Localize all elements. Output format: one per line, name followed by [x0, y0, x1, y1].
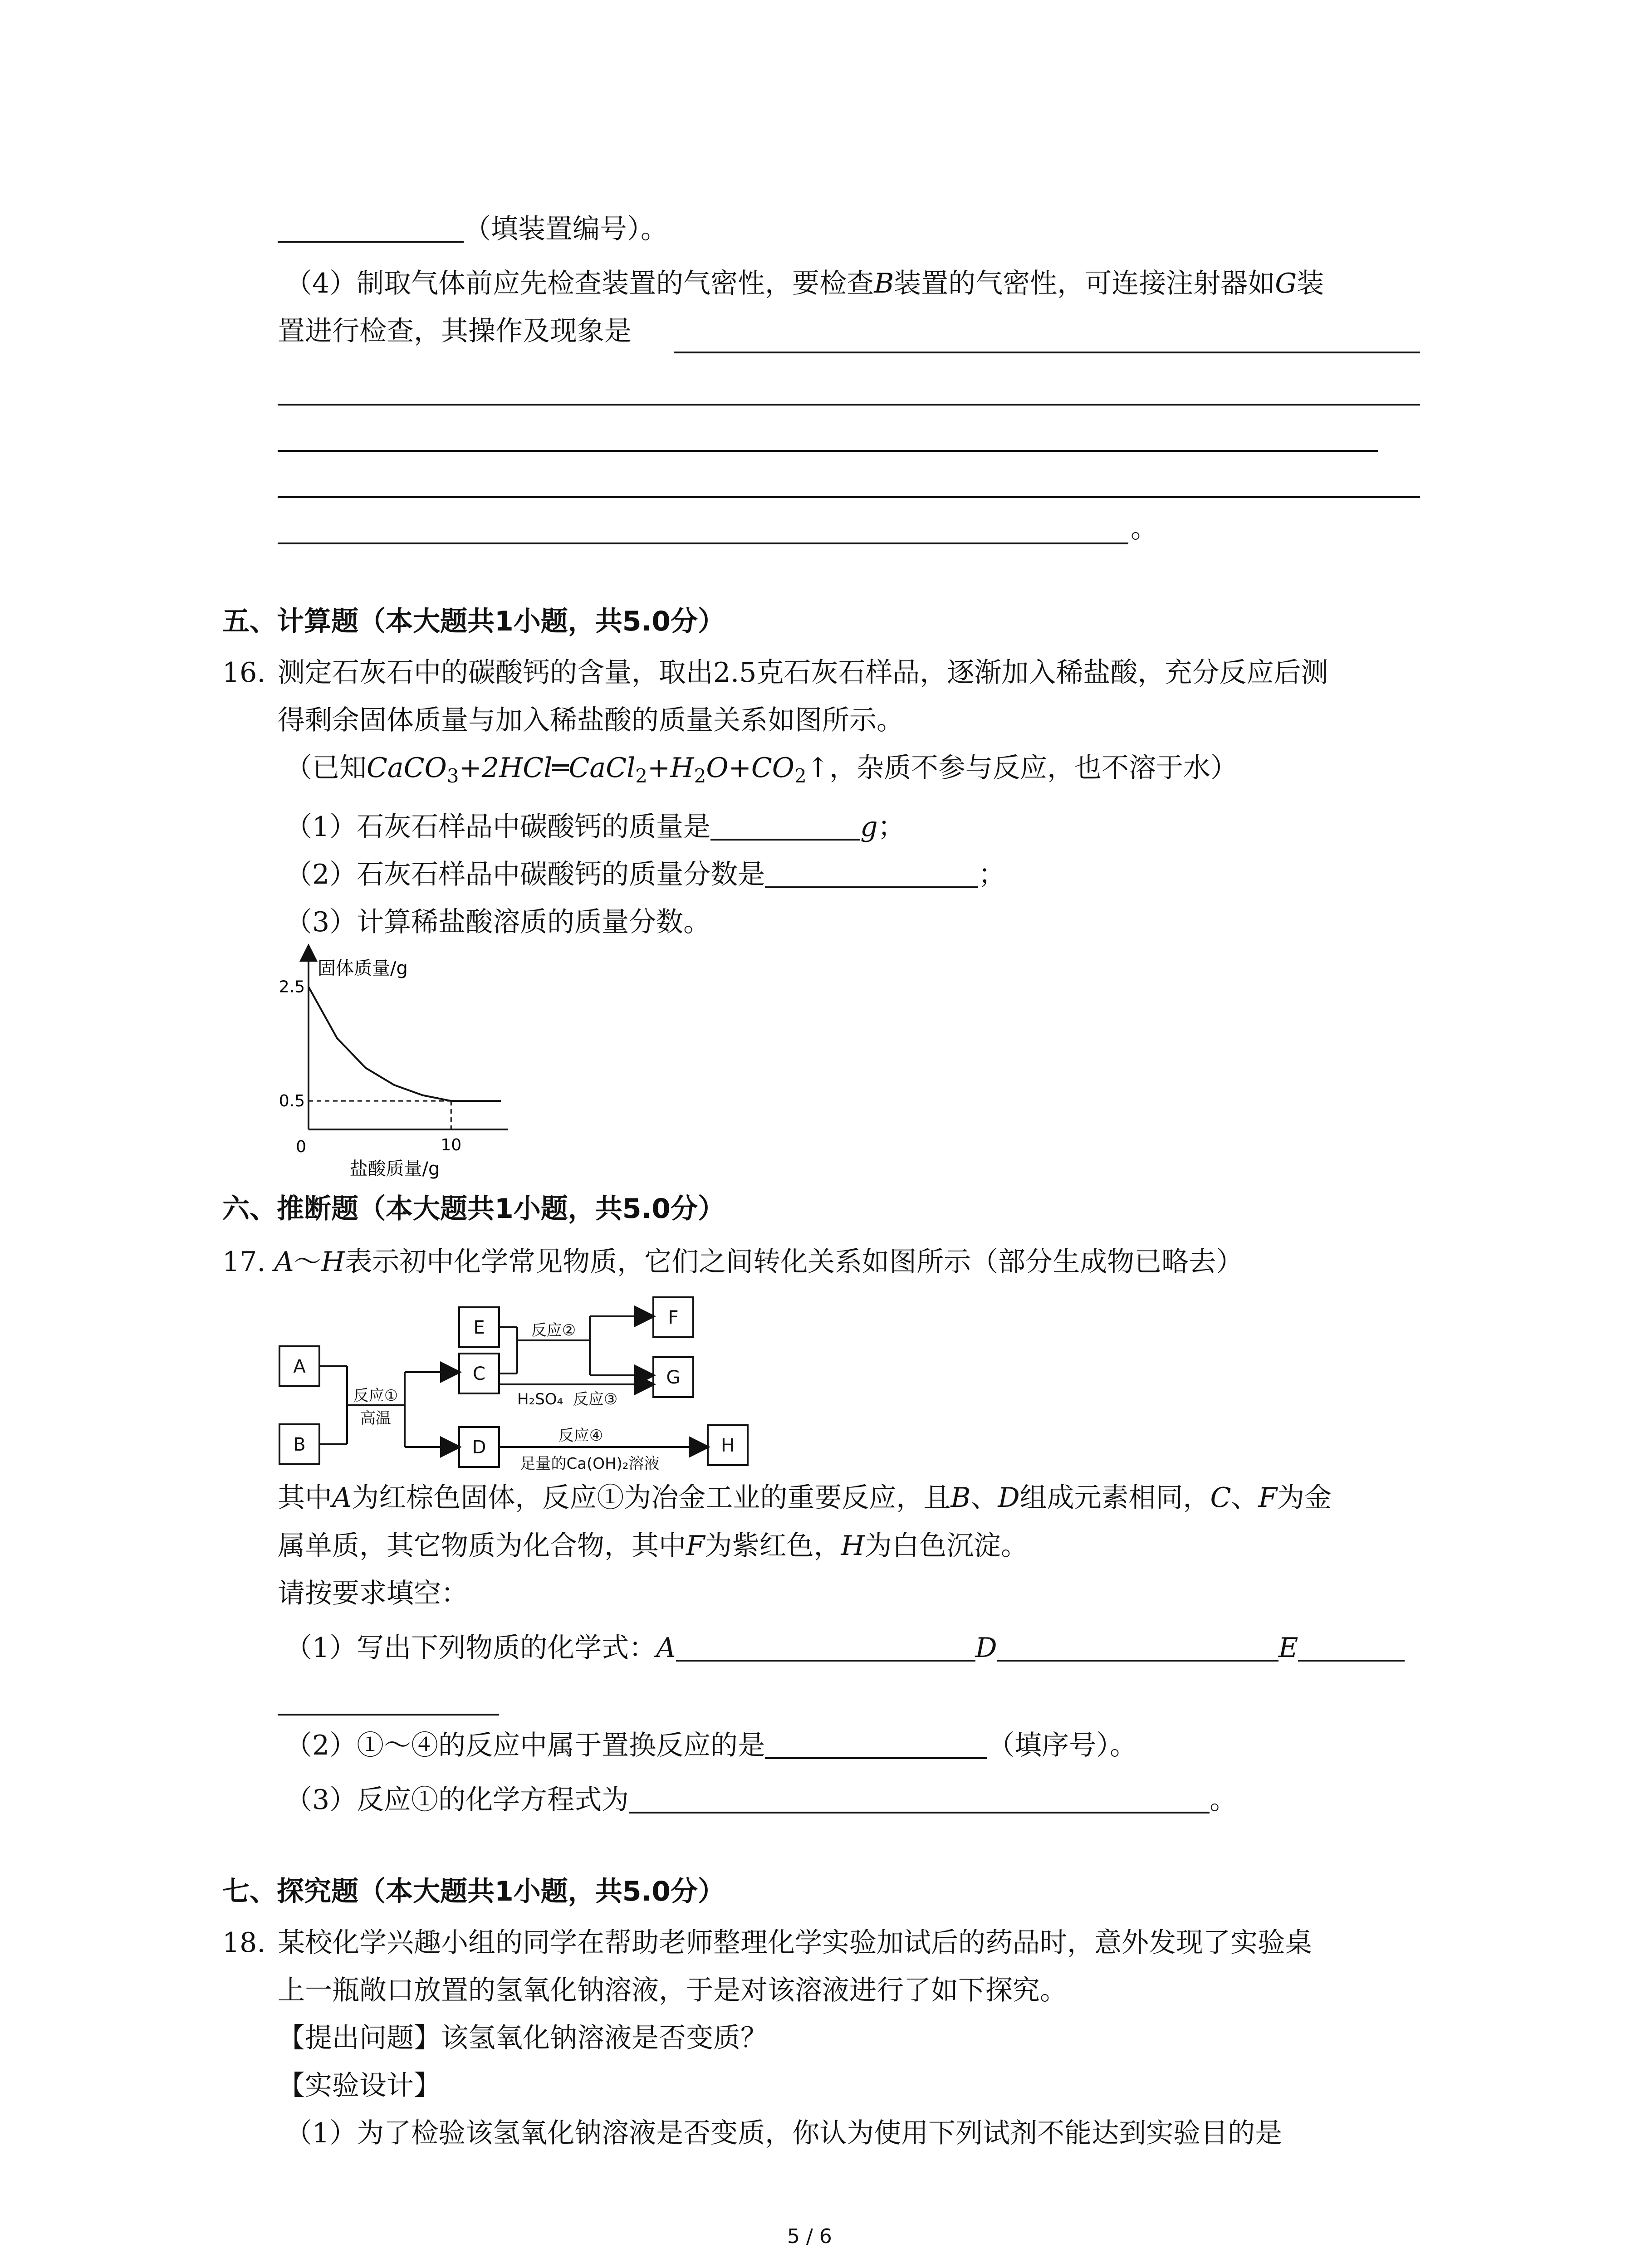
- q17-part3: （3）反应①的化学方程式为 。: [285, 1784, 1237, 1816]
- label-E: E: [473, 1317, 485, 1338]
- q18-part1: （1）为了检验该氢氧化钠溶液是否变质，你认为使用下列试剂不能达到实验目的是: [285, 2117, 1283, 2149]
- label-G: G: [666, 1367, 681, 1388]
- q17-fill-prompt: 请按要求填空：: [278, 1578, 468, 1609]
- known-equation: （已知$CaCO_3+2HCl═CaCl_2+H_2O+CO_2↑$，杂质不参与反应，也不溶于水）: [285, 752, 1238, 787]
- q17-part1: （1）写出下列物质的化学式：A D E: [285, 1630, 1405, 1666]
- question-text: 得剩余固体质量与加入稀盐酸的质量关系如图所示。: [278, 704, 904, 736]
- question-number: 18.: [222, 1927, 266, 1959]
- answer-blank[interactable]: [629, 1784, 1210, 1813]
- page-number: 5 / 6: [787, 2225, 832, 2248]
- label-H: H: [720, 1435, 735, 1456]
- answer-rule[interactable]: [278, 496, 1420, 498]
- answer-blank[interactable]: [997, 1633, 1279, 1662]
- reaction-1-label: 反应①: [353, 1387, 398, 1405]
- y-tick-label: 2.5: [279, 978, 305, 997]
- section-heading: 七、探究题（本大题共1小题，共5.0分）: [222, 1876, 725, 1907]
- question-number: 16.: [222, 657, 266, 689]
- question-text: 某校化学兴趣小组的同学在帮助老师整理化学实验加试后的药品时，意外发现了实验桌: [278, 1927, 1312, 1959]
- answer-rule[interactable]: [278, 450, 1378, 452]
- label-F: F: [668, 1307, 679, 1328]
- answer-blank[interactable]: [676, 1633, 975, 1662]
- y-axis-label: 固体质量/g: [318, 958, 408, 979]
- answer-blank[interactable]: [765, 859, 978, 888]
- q17-stem: 17. A～H表示初中化学常见物质，它们之间转化关系如图所示（部分生成物已略去）: [222, 1246, 1244, 1278]
- question-text: 上一瓶敞口放置的氢氧化钠溶液，于是对该溶液进行了如下探究。: [278, 1975, 1067, 2006]
- mass-chart: [254, 943, 535, 1179]
- label-B: B: [293, 1434, 306, 1455]
- q17-part2: （2）①～④的反应中属于置换反应的是 （填序号）。: [285, 1730, 1137, 1761]
- x-axis-label: 盐酸质量/g: [349, 1158, 440, 1179]
- reaction-2-label: 反应②: [531, 1321, 576, 1339]
- answer-blank[interactable]: [765, 1730, 987, 1759]
- reaction-4-label: 反应④: [558, 1427, 603, 1445]
- reaction-3-reagent: H₂SO₄: [517, 1390, 563, 1408]
- label-D: D: [472, 1437, 486, 1458]
- answer-blank[interactable]: [710, 811, 860, 841]
- q18-question: 【提出问题】该氢氧化钠溶液是否变质？: [278, 2022, 768, 2054]
- answer-blank[interactable]: [1298, 1633, 1405, 1662]
- answer-rule[interactable]: [674, 352, 1420, 353]
- question-text: 测定石灰石中的碳酸钙的含量，取出2.5克石灰石样品，逐渐加入稀盐酸，充分反应后测: [278, 657, 1328, 689]
- section-heading: 五、计算题（本大题共1小题，共5.0分）: [222, 606, 725, 637]
- origin-label: 0: [296, 1138, 306, 1156]
- series-line: [309, 987, 501, 1101]
- q18-design: 【实验设计】: [278, 2070, 441, 2102]
- x-tick-label: 10: [441, 1136, 462, 1154]
- section-heading: 六、推断题（本大题共1小题，共5.0分）: [222, 1193, 725, 1225]
- answer-rule[interactable]: [278, 543, 1128, 544]
- reaction-diagram: [272, 1288, 808, 1488]
- reaction-3-label: 反应③: [573, 1390, 618, 1408]
- fill-line-device: （填装置编号）。: [278, 211, 668, 247]
- q16-part2: （2）石灰石样品中碳酸钙的质量分数是 ；: [285, 859, 1006, 890]
- q17-desc-2: 属单质，其它物质为化合物，其中F为紫红色，H为白色沉淀。: [278, 1530, 1028, 1562]
- answer-rule[interactable]: [278, 404, 1420, 406]
- answer-blank[interactable]: [278, 214, 464, 243]
- answer-rule[interactable]: [278, 1714, 499, 1716]
- q16-part1: （1）石灰石样品中碳酸钙的质量是 g；: [285, 811, 905, 843]
- label-C: C: [473, 1364, 485, 1384]
- y-tick-label: 0.5: [279, 1092, 305, 1111]
- reaction-1-condition: 高温: [360, 1409, 391, 1427]
- q16-part3: （3）计算稀盐酸溶质的质量分数。: [285, 906, 711, 938]
- label-A: A: [293, 1356, 306, 1377]
- q17-desc-1: 其中A为红棕色固体，反应①为冶金工业的重要反应，且B、D组成元素相同，C、F为金: [278, 1482, 1332, 1514]
- q4-line-2: 置进行检查，其操作及现象是: [278, 315, 632, 347]
- end-mark: 。: [1131, 513, 1158, 544]
- q4-line-1: （4）制取气体前应先检查装置的气密性，要检查B装置的气密性，可连接注射器如G装: [285, 268, 1324, 299]
- reaction-4-condition: 足量的Ca(OH)₂溶液: [520, 1455, 660, 1473]
